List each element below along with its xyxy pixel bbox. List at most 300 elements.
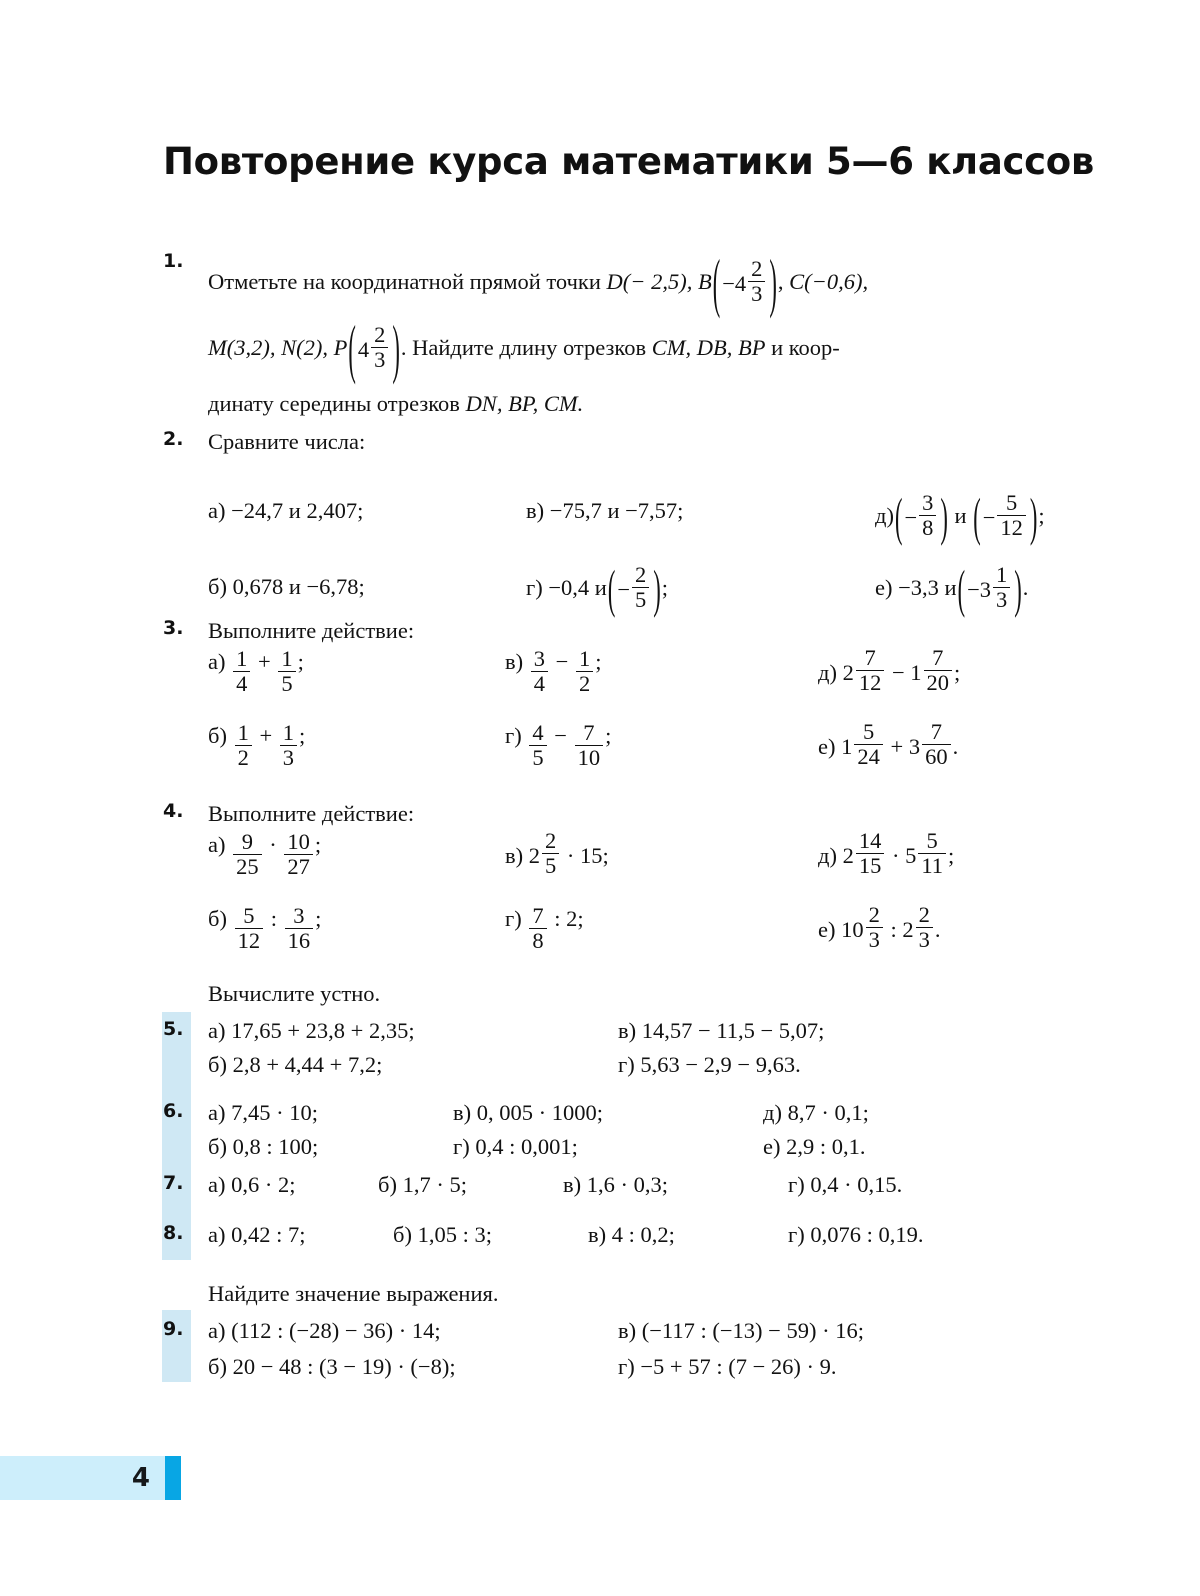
item-tag: б) <box>208 1134 227 1159</box>
numerator: 4 <box>532 720 544 746</box>
exercise-1-segments-length: CM, DB, BP <box>651 334 766 360</box>
operand: 15 <box>580 843 603 869</box>
item-tag: в) <box>505 649 524 675</box>
operand <box>282 829 315 881</box>
exercise-2 <box>163 428 1088 619</box>
item-tag: а) <box>208 1172 226 1197</box>
page-title: Повторение курса математики 5—6 классов <box>163 140 1095 183</box>
item-tag: б) <box>208 1052 227 1077</box>
fraction <box>285 904 314 952</box>
denominator: 60 <box>922 744 951 768</box>
item-tag: д) <box>763 1100 782 1125</box>
instruction-calculate-mentally <box>163 980 1088 1008</box>
exercise-1-point-b-letter: B <box>697 269 712 294</box>
numerator: 2 <box>868 902 880 928</box>
exercise-7-number: 7. <box>163 1172 184 1194</box>
exercise-7-item-b <box>378 1172 467 1198</box>
exercise-8-item-v <box>588 1222 675 1248</box>
fraction <box>233 830 262 878</box>
denominator: 2 <box>235 745 252 769</box>
numerator: 7 <box>930 719 942 745</box>
operand <box>233 720 254 772</box>
exercise-5-item-a <box>208 1018 415 1044</box>
operand <box>278 720 299 772</box>
numerator: 7 <box>864 645 876 671</box>
operator: : <box>884 917 903 943</box>
item-tag: г) <box>453 1134 470 1159</box>
denominator: 5 <box>632 587 649 611</box>
exercise-7-item-v <box>563 1172 668 1198</box>
item-tag: б) <box>208 574 227 600</box>
fraction <box>280 721 297 769</box>
item-text: 0, 005 · 1000; <box>476 1100 603 1125</box>
operand <box>905 828 948 880</box>
numerator: 1 <box>236 646 248 672</box>
terminator: . <box>934 917 941 943</box>
exercise-1-point-c: C(−0,6), <box>789 269 869 294</box>
whole-part: 1 <box>910 660 922 686</box>
operator: + <box>884 734 909 760</box>
exercise-6-item-v <box>453 1100 603 1126</box>
item-tag: б) <box>208 906 227 932</box>
item-tag: в) <box>526 498 545 524</box>
denominator: 5 <box>529 745 546 769</box>
fraction <box>284 830 313 878</box>
item-text: −5 + 57 : (7 − 26) · 9. <box>640 1354 837 1379</box>
exercise-9 <box>163 1318 1088 1388</box>
terminator: ; <box>297 649 304 675</box>
item-tag: е) <box>818 734 836 760</box>
whole-part: 2 <box>528 843 540 869</box>
exercise-5-number: 5. <box>163 1018 184 1040</box>
exercise-6-item-d <box>763 1100 869 1126</box>
left-paren-icon: ( <box>348 311 356 385</box>
fraction <box>278 647 295 695</box>
exercise-3-item-д <box>818 645 961 697</box>
exercise-6-item-e <box>763 1134 866 1160</box>
footer-accent-block <box>165 1456 181 1500</box>
terminator: ; <box>605 723 612 749</box>
fraction <box>856 829 885 877</box>
item-tag: г) <box>526 575 543 601</box>
item-tag: а) <box>208 498 226 524</box>
exercise-1-point-p-value <box>347 311 401 385</box>
operator: − <box>548 723 573 749</box>
right-paren-icon: ) <box>653 559 661 619</box>
operand <box>902 902 935 954</box>
item-tag: а) <box>208 1222 226 1247</box>
denominator: 11 <box>918 853 946 877</box>
right-paren-icon: ) <box>769 246 777 319</box>
exercise-4-item-в <box>505 828 609 880</box>
item-tag: в) <box>588 1222 607 1247</box>
item-text: 0,4 : 0,001; <box>475 1134 578 1159</box>
numerator: 7 <box>583 720 595 746</box>
terminator: ; <box>948 843 955 869</box>
exercise-1-text-c: и коор- <box>771 334 840 360</box>
exercise-2-item-g <box>526 559 669 619</box>
exercise-4-item-а <box>208 829 322 881</box>
terminator: ; <box>314 832 322 858</box>
exercise-3-item-е <box>818 719 959 771</box>
exercise-1-text-d: динату середины отрезков <box>208 390 460 416</box>
right-paren-icon: ) <box>1029 487 1038 547</box>
denominator: 8 <box>919 515 936 539</box>
left-paren-icon: ( <box>894 487 903 547</box>
exercise-1-segments-midpoint: DN, BP, CM. <box>465 390 584 416</box>
exercise-7 <box>163 1172 1088 1208</box>
exercise-2-number: 2. <box>163 428 184 450</box>
fraction <box>531 647 548 695</box>
exercise-9-item-b <box>208 1354 456 1380</box>
operand: 2 <box>566 906 578 932</box>
denominator: 3 <box>993 587 1010 611</box>
exercise-3-item-в <box>505 646 602 698</box>
item-text: 20 − 48 : (3 − 19) · (−8); <box>232 1354 456 1379</box>
p-denominator: 3 <box>371 347 388 371</box>
item-tag: г) <box>505 906 522 932</box>
denominator: 25 <box>233 854 262 878</box>
numerator: 5 <box>862 719 875 745</box>
item-tag: г) <box>788 1222 805 1247</box>
left-paren-icon: ( <box>607 559 616 619</box>
exercise-5 <box>163 1018 1088 1088</box>
numerator: 3 <box>533 646 545 672</box>
fraction <box>529 721 546 769</box>
operator: · <box>263 832 283 858</box>
whole-part: −3 <box>967 577 992 603</box>
exercise-4 <box>163 800 1088 968</box>
exercise-5-item-g <box>618 1052 801 1078</box>
numerator: 1 <box>281 646 293 672</box>
exercise-1-line-3 <box>208 382 1088 426</box>
item-tag: б) <box>208 1354 227 1379</box>
exercise-8-item-b <box>393 1222 492 1248</box>
item-fraction-group-2 <box>972 487 1038 547</box>
item-tag: б) <box>378 1172 397 1197</box>
operand <box>528 828 562 880</box>
item-text: 0,8 : 100; <box>232 1134 319 1159</box>
exercise-6-item-a <box>208 1100 318 1126</box>
numerator: 7 <box>532 903 544 929</box>
operand <box>527 903 548 955</box>
minus-sign: − <box>982 505 996 531</box>
numerator: 2 <box>635 562 647 588</box>
item-text: 2,9 : 0,1. <box>786 1134 866 1159</box>
denominator: 2 <box>576 671 593 695</box>
item-fraction-group <box>957 559 1023 619</box>
numerator: 1 <box>237 720 249 746</box>
item-fraction-group <box>607 559 662 619</box>
terminator: ; <box>954 660 961 686</box>
item-tag: г) <box>618 1052 635 1077</box>
fraction <box>922 720 951 768</box>
exercise-3-lead: Выполните действие: <box>208 618 415 643</box>
fraction <box>856 646 885 694</box>
exercise-4-item-е <box>818 902 941 954</box>
numerator: 1 <box>578 646 591 672</box>
fraction <box>235 721 252 769</box>
operand <box>910 645 954 697</box>
exercise-4-number: 4. <box>163 800 184 822</box>
denominator: 12 <box>856 670 885 694</box>
left-paren-icon: ( <box>712 246 721 319</box>
denominator: 24 <box>854 744 883 768</box>
instruction-text: Найдите значение выражения. <box>208 1281 499 1306</box>
item-tag: г) <box>788 1172 805 1197</box>
operator: : <box>265 906 283 932</box>
exercise-1-line-2 <box>208 311 1088 385</box>
denominator: 3 <box>916 927 933 951</box>
numerator: 3 <box>293 903 305 929</box>
exercise-4-item-б <box>208 903 322 955</box>
left-paren-icon: ( <box>973 487 981 547</box>
whole-part: 1 <box>841 734 853 760</box>
item-text: 17,65 + 23,8 + 2,35; <box>231 1018 415 1043</box>
denominator: 12 <box>235 928 264 952</box>
operand <box>842 828 887 880</box>
p-whole: 4 <box>357 336 370 362</box>
item-text: 0,42 : 7; <box>231 1222 306 1247</box>
denominator: 16 <box>285 928 314 952</box>
item-tag: б) <box>393 1222 412 1247</box>
fraction <box>924 646 953 694</box>
whole-part: 3 <box>908 734 921 760</box>
item-tag: а) <box>208 649 226 675</box>
item-tag: г) <box>618 1354 635 1379</box>
item-tag: а) <box>208 1018 226 1043</box>
item-fraction-group-1 <box>894 487 949 547</box>
numerator: 5 <box>1006 490 1018 516</box>
operand <box>527 720 548 772</box>
exercise-9-item-g <box>618 1354 837 1380</box>
exercise-7-item-a <box>208 1172 295 1198</box>
exercise-5-item-b <box>208 1052 382 1078</box>
operand <box>908 719 953 771</box>
numerator: 2 <box>545 828 557 854</box>
numerator: 2 <box>918 902 930 928</box>
minus-sign: − <box>904 505 918 531</box>
numerator: 3 <box>922 490 934 516</box>
exercise-1-point-m: M(3,2), <box>208 334 276 360</box>
item-tag: в) <box>618 1318 637 1343</box>
item-tag: г) <box>505 723 522 749</box>
operand <box>276 646 297 698</box>
fraction <box>575 721 604 769</box>
item-text-pre: −3,3 и <box>898 575 957 601</box>
denominator: 20 <box>924 670 953 694</box>
exercise-3-item-б <box>208 720 306 772</box>
exercise-2-item-v <box>526 498 683 524</box>
operand <box>233 903 266 955</box>
fraction <box>854 720 883 768</box>
item-text-pre: −0,4 и <box>548 575 607 601</box>
exercise-6 <box>163 1100 1088 1170</box>
operator: − <box>550 649 574 675</box>
exercise-3-item-г <box>505 720 612 772</box>
numerator: 5 <box>926 828 938 854</box>
exercise-1-text-b: . Найдите длину отрезков <box>400 334 647 360</box>
denominator: 5 <box>278 671 295 695</box>
denominator: 4 <box>531 671 548 695</box>
operand <box>574 646 595 698</box>
instruction-text: Вычислите устно. <box>208 981 381 1006</box>
operand <box>573 720 606 772</box>
exercise-9-item-a <box>208 1318 441 1344</box>
numerator: 1 <box>282 720 295 746</box>
item-text: 1,05 : 3; <box>417 1222 492 1247</box>
terminator: ; <box>315 906 322 932</box>
left-paren-icon: ( <box>957 559 966 619</box>
fraction <box>866 903 883 951</box>
right-paren-icon: ) <box>392 311 400 385</box>
b-denominator: 3 <box>748 281 765 305</box>
exercise-2-item-e <box>875 559 1029 619</box>
exercise-8-item-g <box>788 1222 924 1248</box>
item-text: 0,678 и −6,78; <box>232 574 365 600</box>
operator: + <box>252 649 277 675</box>
item-text: 0,6 · 2; <box>231 1172 296 1197</box>
exercise-1-point-p-letter: P <box>333 334 348 360</box>
exercise-6-item-g <box>453 1134 578 1160</box>
exercise-1-point-b-value <box>712 246 778 319</box>
exercise-1-text-a: Отметьте на координатной прямой точки <box>208 269 601 294</box>
operator: · <box>886 843 906 869</box>
fraction <box>529 904 546 952</box>
numerator: 10 <box>287 829 310 855</box>
item-text: 0,4 · 0,15. <box>810 1172 903 1197</box>
p-numerator: 2 <box>374 322 386 348</box>
exercise-8-number: 8. <box>163 1222 184 1244</box>
terminator: ; <box>602 843 609 869</box>
whole-part: 5 <box>905 843 917 869</box>
item-tag: д) <box>818 843 837 869</box>
item-tag: а) <box>208 1100 226 1125</box>
denominator: 10 <box>575 745 604 769</box>
exercise-8 <box>163 1222 1088 1258</box>
item-text-post: . <box>1022 575 1029 601</box>
fraction <box>233 647 250 695</box>
numerator: 1 <box>996 562 1008 588</box>
terminator: ; <box>577 906 584 932</box>
item-text: −75,7 и −7,57; <box>549 498 684 524</box>
whole-part: 2 <box>842 843 854 869</box>
operand <box>283 903 316 955</box>
item-tag: д) <box>818 660 837 686</box>
denominator: 27 <box>284 854 313 878</box>
exercise-2-item-b <box>208 574 365 600</box>
item-tag: б) <box>208 723 227 749</box>
exercise-6-number: 6. <box>163 1100 184 1122</box>
whole-part: 2 <box>842 660 854 686</box>
operand <box>841 902 885 954</box>
exercise-1-number: 1. <box>163 250 184 272</box>
exercise-4-item-г <box>505 903 584 955</box>
operator: − <box>886 660 911 686</box>
operand <box>841 719 885 771</box>
item-text: 0,076 : 0,19. <box>810 1222 924 1247</box>
instruction-find-value <box>163 1280 1088 1308</box>
numerator: 9 <box>241 829 253 855</box>
exercise-3-number: 3. <box>163 617 184 639</box>
item-tag: в) <box>563 1172 582 1197</box>
item-text: 1,6 · 0,3; <box>586 1172 668 1197</box>
fraction <box>916 903 933 951</box>
exercise-7-item-g <box>788 1172 902 1198</box>
denominator: 5 <box>542 853 559 877</box>
exercise-4-lead: Выполните действие: <box>208 801 415 826</box>
operand <box>529 646 550 698</box>
exercise-6-item-b <box>208 1134 318 1160</box>
item-tag: а) <box>208 1318 226 1343</box>
denominator: 3 <box>280 745 297 769</box>
exercise-1-line-1: Отметьте на координатной прямой точки D(− 2,5), B ( −4 $\frac{2}{3}$ ) , C(−0,6), <box>208 250 1088 316</box>
exercise-3-item-а <box>208 646 304 698</box>
item-text: 5,63 − 2,9 − 9,63. <box>640 1052 801 1077</box>
item-tag: в) <box>505 843 524 869</box>
item-tag: е) <box>875 575 893 601</box>
exercise-5-item-v <box>618 1018 824 1044</box>
item-text: 7,45 · 10; <box>231 1100 318 1125</box>
right-paren-icon: ) <box>940 487 948 547</box>
denominator: 3 <box>866 927 883 951</box>
operand <box>231 829 264 881</box>
item-text: 8,7 · 0,1; <box>787 1100 869 1125</box>
operator: + <box>253 723 278 749</box>
conjunction: и <box>954 503 967 529</box>
denominator: 8 <box>529 928 546 952</box>
minus-sign: − <box>617 577 631 603</box>
denominator: 15 <box>856 853 885 877</box>
numerator: 5 <box>243 903 255 929</box>
item-tag: а) <box>208 832 226 858</box>
fraction <box>542 829 559 877</box>
item-text-post: ; <box>661 575 669 601</box>
item-tag: в) <box>453 1100 472 1125</box>
whole-part: 2 <box>902 917 914 943</box>
b-numerator: 2 <box>751 256 763 282</box>
exercise-8-item-a <box>208 1222 306 1248</box>
exercise-1-point-d: D(− 2,5), <box>606 269 693 294</box>
item-tag: е) <box>818 917 836 943</box>
operand <box>842 645 887 697</box>
item-tag: д) <box>875 503 894 529</box>
item-tag: в) <box>618 1018 637 1043</box>
exercise-1-point-n: N(2), <box>281 334 328 360</box>
exercise-9-number: 9. <box>163 1318 184 1340</box>
item-text: (112 : (−28) − 36) · 14; <box>231 1318 441 1343</box>
fraction <box>918 829 946 877</box>
exercise-2-item-a <box>208 498 363 524</box>
item-text: 2,8 + 4,44 + 7,2; <box>232 1052 383 1077</box>
terminator: ; <box>299 723 306 749</box>
item-text: 4 : 0,2; <box>611 1222 675 1247</box>
right-paren-icon: ) <box>1014 559 1022 619</box>
exercise-9-item-v <box>618 1318 864 1344</box>
operator: · <box>561 843 580 869</box>
numerator: 7 <box>932 645 944 671</box>
denominator: 12 <box>997 515 1026 539</box>
operator: : <box>548 906 567 932</box>
fraction <box>235 904 264 952</box>
operand <box>231 646 252 698</box>
terminator: ; <box>595 649 602 675</box>
numerator: 14 <box>858 828 882 854</box>
page-number: 4 <box>131 1463 150 1493</box>
exercise-3 <box>163 617 1088 785</box>
item-text: 14,57 − 11,5 − 5,07; <box>641 1018 825 1043</box>
exercise-1 <box>163 246 1088 426</box>
